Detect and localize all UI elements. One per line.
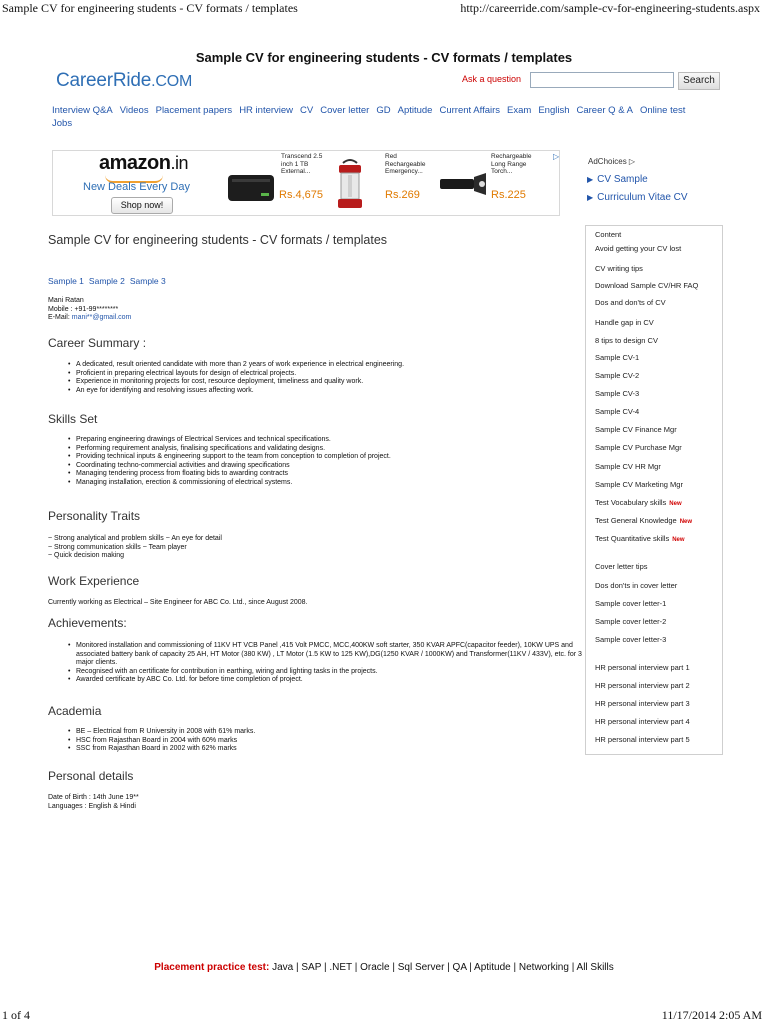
amazon-logo (99, 152, 188, 175)
ad-link-label: CV Sample (597, 174, 648, 185)
ad-link-curriculum-vitae[interactable] (587, 192, 688, 203)
sidebar-link[interactable]: Sample CV-1 (595, 353, 640, 362)
skills-list (66, 436, 576, 488)
adchoices-icon: ▷ (628, 157, 636, 166)
list-item: • HSC from Rajasthan Board in 2004 with 60% marks (76, 737, 576, 746)
adchoices-label[interactable] (588, 157, 635, 166)
sample-link-3[interactable]: Sample 3 (129, 276, 166, 286)
sidebar-link[interactable]: Sample cover letter-2 (595, 617, 667, 626)
triangle-right-icon: ▶ (587, 193, 594, 202)
nav-item-jobs[interactable]: Jobs (52, 118, 73, 129)
nav-item-cover-letter[interactable]: Cover letter (320, 105, 370, 116)
list-item: • Awarded certificate by ABC Co. Ltd. for before time completion of project. (76, 676, 586, 685)
product-price: Rs.225 (491, 189, 526, 201)
list-item: • An eye for identifying and resolving issues affecting work. (76, 387, 576, 396)
logo-suffix: .COM (151, 73, 193, 90)
nav-item-cv[interactable]: CV (300, 105, 314, 116)
list-item: • A dedicated, result oriented candidate with more than 2 years of work experience in electrical engineering. (76, 361, 576, 370)
list-item: • Providing technical inputs & engineering support to the team from conception to completion of project. (76, 453, 576, 462)
nav-item-current-affairs[interactable]: Current Affairs (439, 105, 501, 116)
triangle-right-icon: ▶ (587, 175, 594, 184)
sidebar-link[interactable]: 8 tips to design CV (595, 336, 658, 345)
list-item: • Monitored installation and commissioning of 11KV HT VCB Panel ,415 Volt PMCC, MCC,400KW soft starter, 350 KVAR APFC(capacitor feeder), 10KW UPS and associated battery bank of capacity 25 AH, HT Motor (380 KW) , LT Motor (1.5 KW to 125 KW),DG(1250 KVAR / 1000KW) and Transformer(11KV / 433V), etc. for 3 major clients. (76, 642, 586, 668)
product-price: Rs.4,675 (279, 189, 324, 201)
search-button[interactable]: Search (678, 72, 720, 90)
print-header-title: Sample CV for engineering students - CV formats / templates (2, 1, 298, 15)
sidebar-test-link[interactable] (595, 516, 692, 527)
sidebar-link[interactable]: HR personal interview part 4 (595, 717, 690, 726)
sidebar-link-label: Test General Knowledge (595, 516, 677, 525)
sidebar-test-link[interactable] (595, 534, 685, 545)
nav-item-aptitude[interactable]: Aptitude (397, 105, 433, 116)
personal-line: Languages : English & Hindi (48, 802, 136, 810)
ad-link-cv-sample[interactable] (587, 174, 648, 185)
product-name[interactable]: Red Rechargeable Emergency... (385, 153, 426, 175)
print-header-url: http://careerride.com/sample-cv-for-engineering-students.aspx (460, 1, 760, 15)
achievements-list (66, 642, 586, 685)
shop-now-button[interactable]: Shop now! (111, 197, 173, 214)
sidebar-link-label: Test Vocabulary skills (595, 498, 667, 507)
contact-email-row (48, 314, 131, 323)
nav-item-hr-interview[interactable]: HR interview (239, 105, 294, 116)
careerride-logo[interactable] (56, 70, 192, 92)
nav-item-interview-qa[interactable]: Interview Q&A (52, 105, 113, 116)
contact-mobile: Mobile : +91-99******** (48, 305, 119, 313)
content-title: Sample CV for engineering students - CV formats / templates (48, 233, 388, 247)
contact-name: Mani Ratan (48, 297, 84, 304)
section-heading: Personality Traits (48, 509, 141, 523)
print-footer-datetime: 11/17/2014 2:05 AM (661, 1008, 762, 1022)
sidebar-link-label: Test Quantitative skills (595, 534, 670, 543)
nav-item-exam[interactable]: Exam (507, 105, 532, 116)
product-name[interactable]: Transcend 2.5 inch 1 TB External... (281, 153, 323, 175)
adchoices-text: AdChoices (588, 157, 627, 166)
sidebar-link[interactable]: Sample CV-4 (595, 407, 640, 416)
sidebar-link[interactable]: Avoid getting your CV lost (595, 244, 682, 253)
print-footer-page: 1 of 4 (2, 1008, 30, 1022)
nav-item-gd[interactable]: GD (376, 105, 391, 116)
sidebar-link[interactable]: Sample cover letter-1 (595, 599, 667, 608)
sidebar-heading: Content (595, 230, 622, 239)
list-item: • Managing installation, erection & commissioning of electrical systems. (76, 479, 576, 488)
sidebar-link[interactable]: Sample CV-3 (595, 389, 640, 398)
sidebar-link[interactable]: Dos and don'ts of CV (595, 298, 666, 307)
ask-question-link[interactable]: Ask a question (462, 74, 522, 84)
trait-line: ~ Quick decision making (48, 552, 125, 560)
amazon-brand-suffix: .in (170, 153, 188, 173)
ad-link-label: Curriculum Vitae CV (597, 192, 688, 203)
contact-block (48, 297, 131, 323)
sample-link-2[interactable]: Sample 2 (88, 276, 125, 286)
torch-icon (438, 165, 490, 205)
sidebar-link[interactable]: Handle gap in CV (595, 318, 654, 327)
product-price: Rs.269 (385, 189, 420, 201)
section-heading: Personal details (48, 769, 134, 783)
sidebar-link[interactable]: Sample CV Marketing Mgr (595, 480, 683, 489)
nav-item-placement-papers[interactable]: Placement papers (155, 105, 233, 116)
sidebar-link[interactable]: HR personal interview part 1 (595, 663, 690, 672)
nav-item-english[interactable]: English (538, 105, 570, 116)
section-heading: Work Experience (48, 574, 140, 588)
hard-drive-icon (225, 165, 277, 207)
placement-practice-footer (0, 962, 768, 973)
sample-links (48, 276, 171, 286)
ad-info-icon[interactable]: ▷ (553, 152, 560, 161)
list-item: • Coordinating techno-commercial activities and drawing specifications (76, 462, 576, 471)
work-text: Currently working as Electrical – Site Engineer for ABC Co. Ltd., since August 2008. (48, 599, 308, 606)
list-item: • Preparing engineering drawings of Electrical Services and technical specifications. (76, 436, 576, 445)
sidebar-link[interactable]: Cover letter tips (595, 562, 648, 571)
traits-block (48, 535, 548, 561)
list-item: • BE – Electrical from R University in 2008 with 61% marks. (76, 728, 576, 737)
academia-list (66, 728, 576, 754)
sidebar-link[interactable]: HR personal interview part 2 (595, 681, 690, 690)
sidebar-content-box (585, 225, 723, 755)
search-input[interactable] (530, 72, 674, 88)
personal-line: Date of Birth : 14th June 19** (48, 794, 139, 801)
sidebar-link[interactable]: Sample cover letter-3 (595, 635, 667, 644)
personal-block (48, 794, 548, 811)
sidebar-link[interactable]: Sample CV Purchase Mgr (595, 443, 682, 452)
sample-link-1[interactable]: Sample 1 (48, 276, 84, 286)
new-badge: New (672, 537, 685, 543)
ad-tagline: New Deals Every Day (83, 181, 190, 193)
product-name[interactable]: Rechargeable Long Range Torch... (491, 153, 532, 175)
list-item: • SSC from Rajasthan Board in 2002 with 62% marks (76, 745, 576, 754)
new-badge: New (669, 501, 682, 507)
trait-line: ~ Strong communication skills ~ Team player (48, 543, 187, 551)
list-item: • Experience in monitoring projects for cost, resource deployment, timeliness and quality work. (76, 378, 576, 387)
list-item: • Managing tendering process from floating bids to awarding contracts (76, 470, 576, 479)
section-heading: Achievements: (48, 616, 127, 630)
sidebar-link[interactable]: Sample CV-2 (595, 371, 640, 380)
email-label: E-Mail: (48, 314, 72, 322)
sidebar-test-link[interactable] (595, 498, 682, 509)
amazon-ad-banner[interactable] (52, 150, 560, 216)
footer-links[interactable]: Java | SAP | .NET | Oracle | Sql Server | QA | Aptitude | Networking | All Skills (272, 962, 614, 973)
trait-line: ~ Strong analytical and problem skills ~ An eye for detail (48, 535, 222, 542)
nav-item-career-qa[interactable]: Career Q & A (576, 105, 633, 116)
section-heading: Academia (48, 704, 102, 718)
amazon-brand: amazon (99, 152, 171, 174)
list-item: • Proficient in preparing electrical layouts for design of electrical projects. (76, 370, 576, 379)
sidebar-link[interactable]: Sample CV Finance Mgr (595, 425, 677, 434)
sidebar-link[interactable]: HR personal interview part 3 (595, 699, 690, 708)
emergency-lantern-icon (333, 157, 367, 211)
sidebar-link[interactable]: Download Sample CV/HR FAQ (595, 281, 699, 290)
nav-item-videos[interactable]: Videos (119, 105, 149, 116)
email-link[interactable]: mani**@gmail.com (71, 314, 132, 322)
new-badge: New (679, 519, 693, 525)
nav-item-online-test[interactable]: Online test (640, 105, 686, 116)
career-summary-list (66, 361, 576, 395)
list-item: • Recognised with an certificate for contribution in earthing, wiring and lighting tasks in the projects. (76, 668, 586, 677)
section-heading: Skills Set (48, 412, 98, 426)
sidebar-link[interactable]: Dos don'ts in cover letter (595, 581, 678, 590)
section-heading: Career Summary : (48, 336, 147, 350)
sidebar-link[interactable]: CV writing tips (595, 264, 643, 273)
footer-label: Placement practice test: (154, 962, 270, 973)
page-title: Sample CV for engineering students - CV formats / templates (195, 50, 573, 65)
sidebar-link[interactable]: HR personal interview part 5 (595, 735, 690, 744)
main-nav (52, 104, 712, 130)
list-item: • Performing requirement analysis, finalising specifications and validating designs. (76, 445, 576, 454)
logo-main: CareerRide (56, 70, 152, 91)
sidebar-link[interactable]: Sample CV HR Mgr (595, 462, 661, 471)
